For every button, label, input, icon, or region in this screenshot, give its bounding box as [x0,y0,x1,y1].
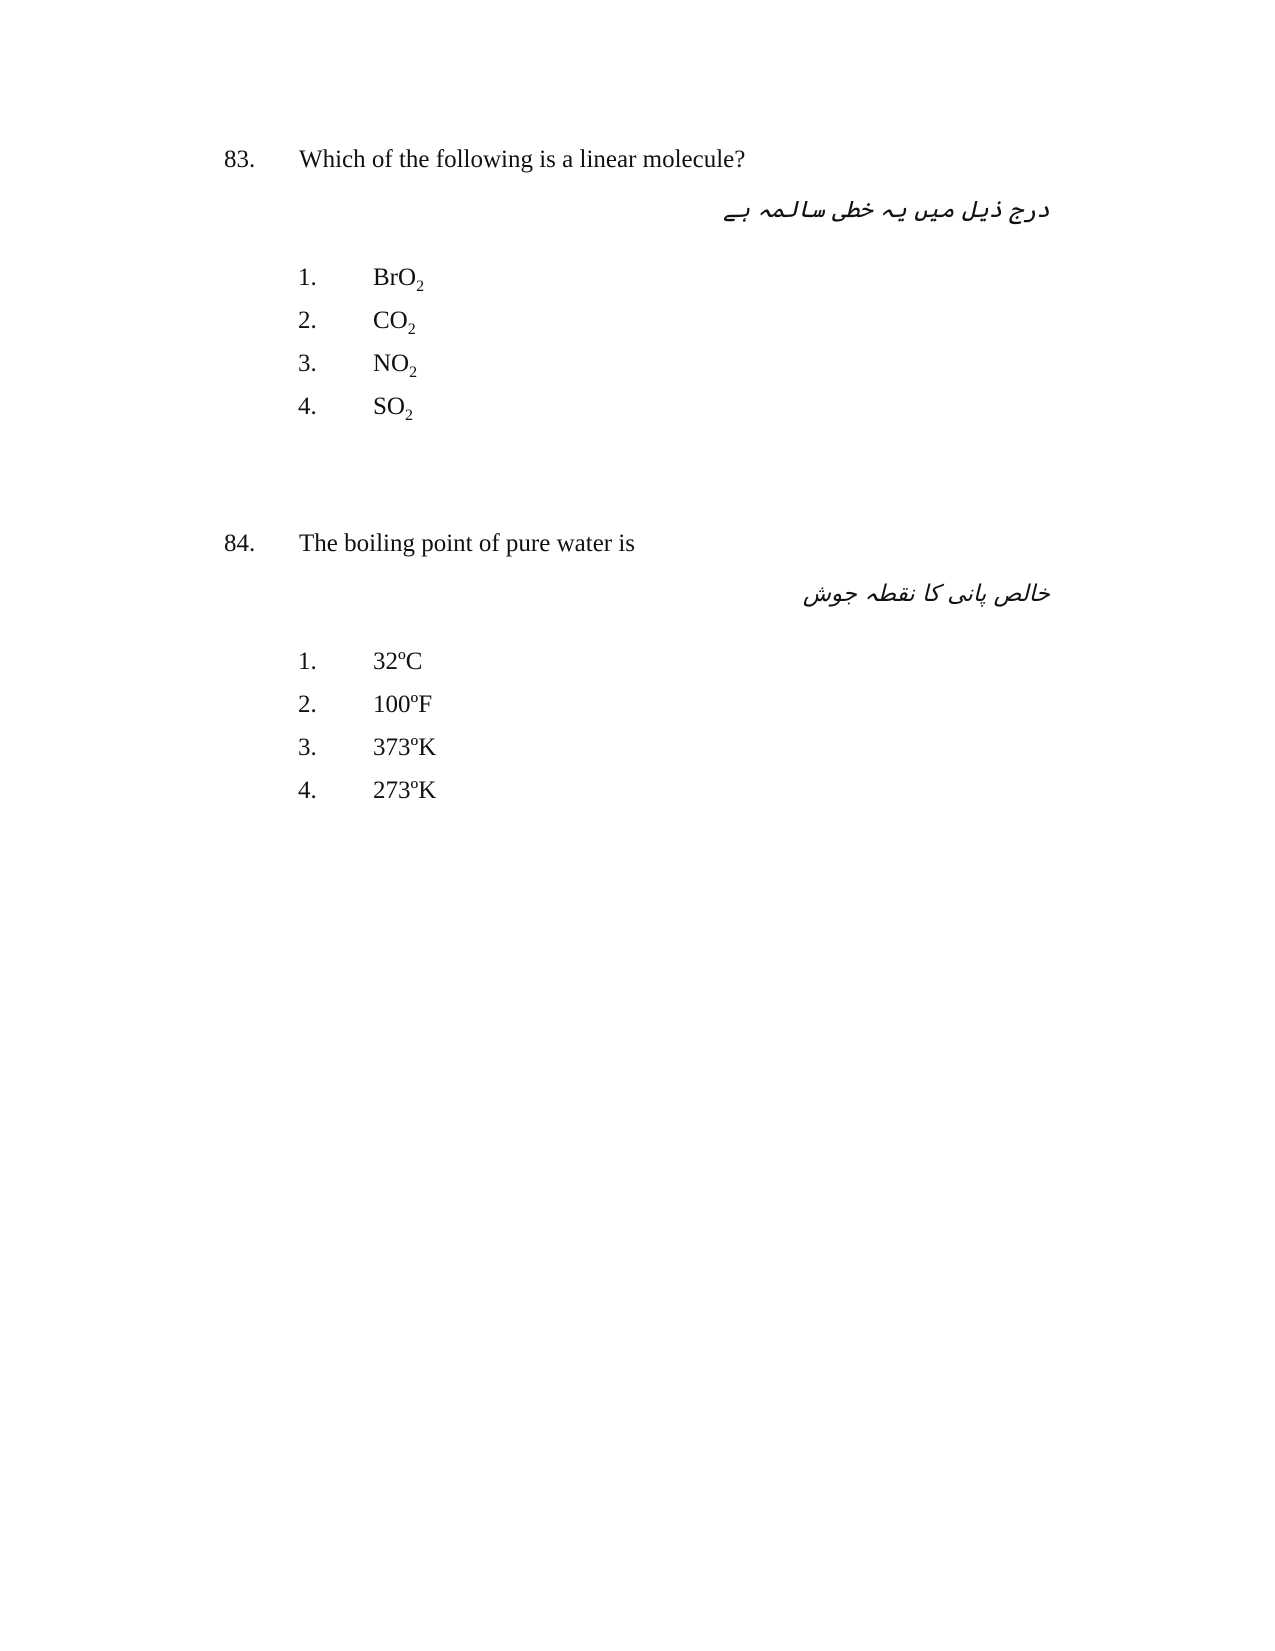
option-text: 373ºK [373,734,437,761]
option-number: 3. [298,350,317,377]
formula-subscript: 2 [404,407,413,424]
question-number: 83. [224,146,256,173]
option-text [373,256,424,299]
question-urdu-text: خالص پانی کا نقطہ جوش [802,581,1050,607]
option-number: 2. [298,691,317,718]
formula-base: SO [373,393,405,420]
formula-base: CO [373,307,408,334]
formula-base: NO [373,350,410,377]
option-number: 4. [298,777,317,804]
formula-base: BrO [373,264,417,291]
question-urdu-text: درج ذیل میں یہ خطی سالمہ ہے [723,197,1050,223]
question-text: The boiling point of pure water is [299,530,636,557]
option-number: 1. [298,648,317,675]
question-number: 84. [224,530,256,557]
formula-subscript: 2 [409,364,418,381]
option-text [373,342,417,385]
option-text: 273ºK [373,777,437,804]
formula-subscript: 2 [407,321,416,338]
option-text: 32ºC [373,648,423,675]
option-text [373,385,413,428]
option-number: 2. [298,307,317,334]
formula-subscript: 2 [416,278,425,295]
option-number: 3. [298,734,317,761]
option-text: 100ºF [373,691,433,718]
option-number: 1. [298,264,317,291]
option-text [373,299,416,342]
option-number: 4. [298,393,317,420]
question-text: Which of the following is a linear molecule? [299,146,746,173]
